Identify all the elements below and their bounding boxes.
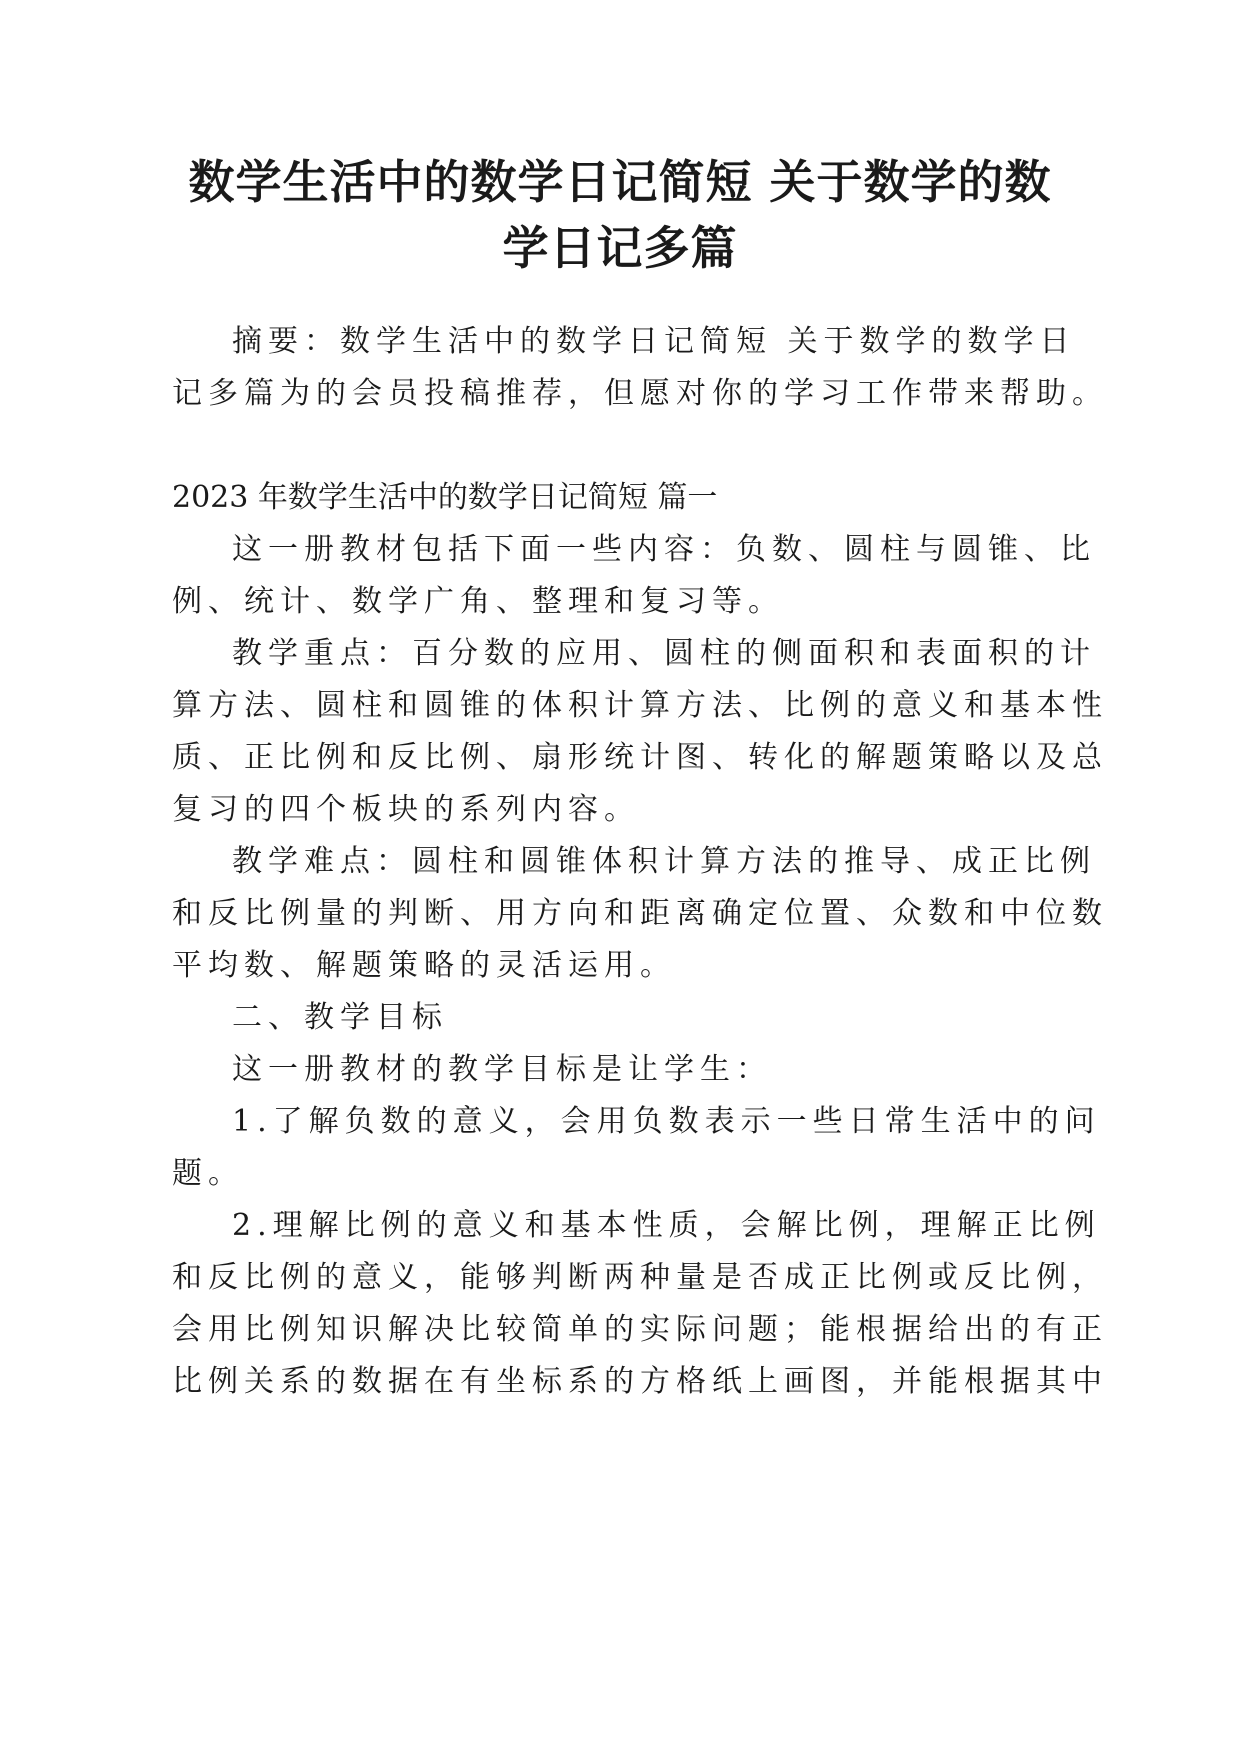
list-item-line: 1.了解负数的意义，会用负数表示一些日常生活中的问: [232, 1104, 1101, 1139]
list-item-line: 比例关系的数据在有坐标系的方格纸上画图，并能根据其中: [172, 1364, 1108, 1399]
list-item-line: 2.理解比例的意义和基本性质，会解比例，理解正比例: [232, 1208, 1101, 1243]
paragraph-line: 复习的四个板块的系列内容。: [172, 792, 640, 827]
section-heading: 2023 年数学生活中的数学日记简短 篇一: [172, 480, 718, 515]
paragraph-line: 和反比例量的判断、用方向和距离确定位置、众数和中位数: [172, 896, 1108, 931]
paragraph-line: 教学重点：百分数的应用、圆柱的侧面积和表面积的计: [232, 636, 1096, 671]
paragraph-line: 这一册教材的教学目标是让学生：: [232, 1052, 772, 1087]
subheading: 二、教学目标: [232, 1000, 448, 1035]
paragraph-line: 算方法、圆柱和圆锥的体积计算方法、比例的意义和基本性: [172, 688, 1108, 723]
abstract-line-2: 记多篇为的会员投稿推荐，但愿对你的学习工作带来帮助。: [172, 376, 1108, 411]
paragraph-line: 质、正比例和反比例、扇形统计图、转化的解题策略以及总: [172, 740, 1108, 775]
paragraph-line: 这一册教材包括下面一些内容：负数、圆柱与圆锥、比: [232, 532, 1096, 567]
paragraph-line: 平均数、解题策略的灵活运用。: [172, 948, 676, 983]
abstract-line-1: 摘要：数学生活中的数学日记简短 关于数学的数学日: [232, 324, 1076, 359]
document-title-line-2: 学日记多篇: [502, 221, 738, 275]
document-title-line-1: 数学生活中的数学日记简短 关于数学的数: [188, 155, 1052, 209]
list-item-line: 和反比例的意义，能够判断两种量是否成正比例或反比例，: [172, 1260, 1108, 1295]
list-item-line: 题。: [172, 1156, 244, 1191]
paragraph-line: 教学难点：圆柱和圆锥体积计算方法的推导、成正比例: [232, 844, 1096, 879]
paragraph-line: 例、统计、数学广角、整理和复习等。: [172, 584, 784, 619]
list-item-line: 会用比例知识解决比较简单的实际问题；能根据给出的有正: [172, 1312, 1108, 1347]
